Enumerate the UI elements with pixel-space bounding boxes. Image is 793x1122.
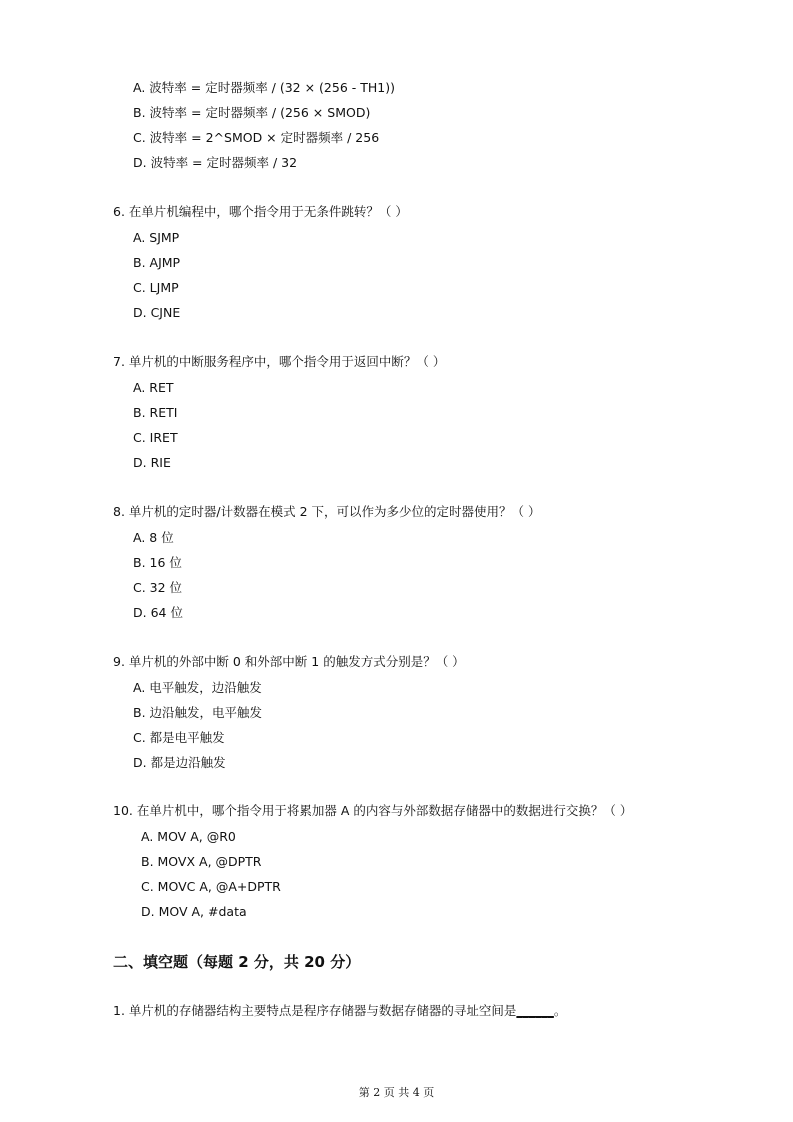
question-9-stem: 9. 单片机的外部中断 0 和外部中断 1 的触发方式分别是？（ ） (113, 654, 465, 669)
question-6-option-c: C. LJMP (133, 280, 179, 295)
question-10-option-a: A. MOV A, @R0 (141, 829, 236, 844)
question-9-option-d: D. 都是边沿触发 (133, 755, 226, 770)
question-10-option-b: B. MOVX A, @DPTR (141, 854, 262, 869)
prev-option-b: B. 波特率 = 定时器频率 / (256 × SMOD) (133, 105, 371, 120)
question-7-option-a: A. RET (133, 380, 174, 395)
question-9-option-b: B. 边沿触发，电平触发 (133, 705, 263, 720)
fill-question-1-end: 。 (553, 1003, 567, 1018)
question-10-option-d: D. MOV A, #data (141, 904, 247, 919)
question-10-stem: 10. 在单片机中，哪个指令用于将累加器 A 的内容与外部数据存储器中的数据进行交换？（ ） (113, 803, 633, 818)
question-6-option-a: A. SJMP (133, 230, 180, 245)
question-6-option-d: D. CJNE (133, 305, 181, 320)
question-7-stem: 7. 单片机的中断服务程序中，哪个指令用于返回中断？（ ） (113, 354, 446, 369)
question-8-option-d: D. 64 位 (133, 605, 183, 620)
question-6-stem: 6. 在单片机编程中，哪个指令用于无条件跳转？（ ） (113, 204, 408, 219)
prev-option-a: A. 波特率 = 定时器频率 / (32 × (256 - TH1)) (133, 80, 395, 95)
question-7-option-c: C. IRET (133, 430, 178, 445)
section-2-title: 二、填空题（每题 2 分，共 20 分） (113, 953, 361, 971)
fill-question-1-text: 1. 单片机的存储器结构主要特点是程序存储器与数据存储器的寻址空间是 (113, 1003, 517, 1018)
question-8-option-b: B. 16 位 (133, 555, 182, 570)
fill-question-1-blank: ______ (516, 1003, 554, 1018)
question-9-option-c: C. 都是电平触发 (133, 730, 225, 745)
question-7-option-b: B. RETI (133, 405, 178, 420)
page-footer: 第 2 页 共 4 页 (358, 1086, 435, 1099)
question-9-option-a: A. 电平触发，边沿触发 (133, 680, 262, 695)
question-8-option-c: C. 32 位 (133, 580, 183, 595)
prev-option-d: D. 波特率 = 定时器频率 / 32 (133, 155, 298, 170)
fill-question-1 (113, 1003, 566, 1019)
question-8-stem: 8. 单片机的定时器/计数器在模式 2 下，可以作为多少位的定时器使用？（ ） (113, 504, 541, 519)
question-6-option-b: B. AJMP (133, 255, 181, 270)
prev-option-c: C. 波特率 = 2^SMOD × 定时器频率 / 256 (133, 130, 380, 145)
question-8-option-a: A. 8 位 (133, 530, 174, 545)
question-7-option-d: D. RIE (133, 455, 171, 470)
question-10-option-c: C. MOVC A, @A+DPTR (141, 879, 281, 894)
